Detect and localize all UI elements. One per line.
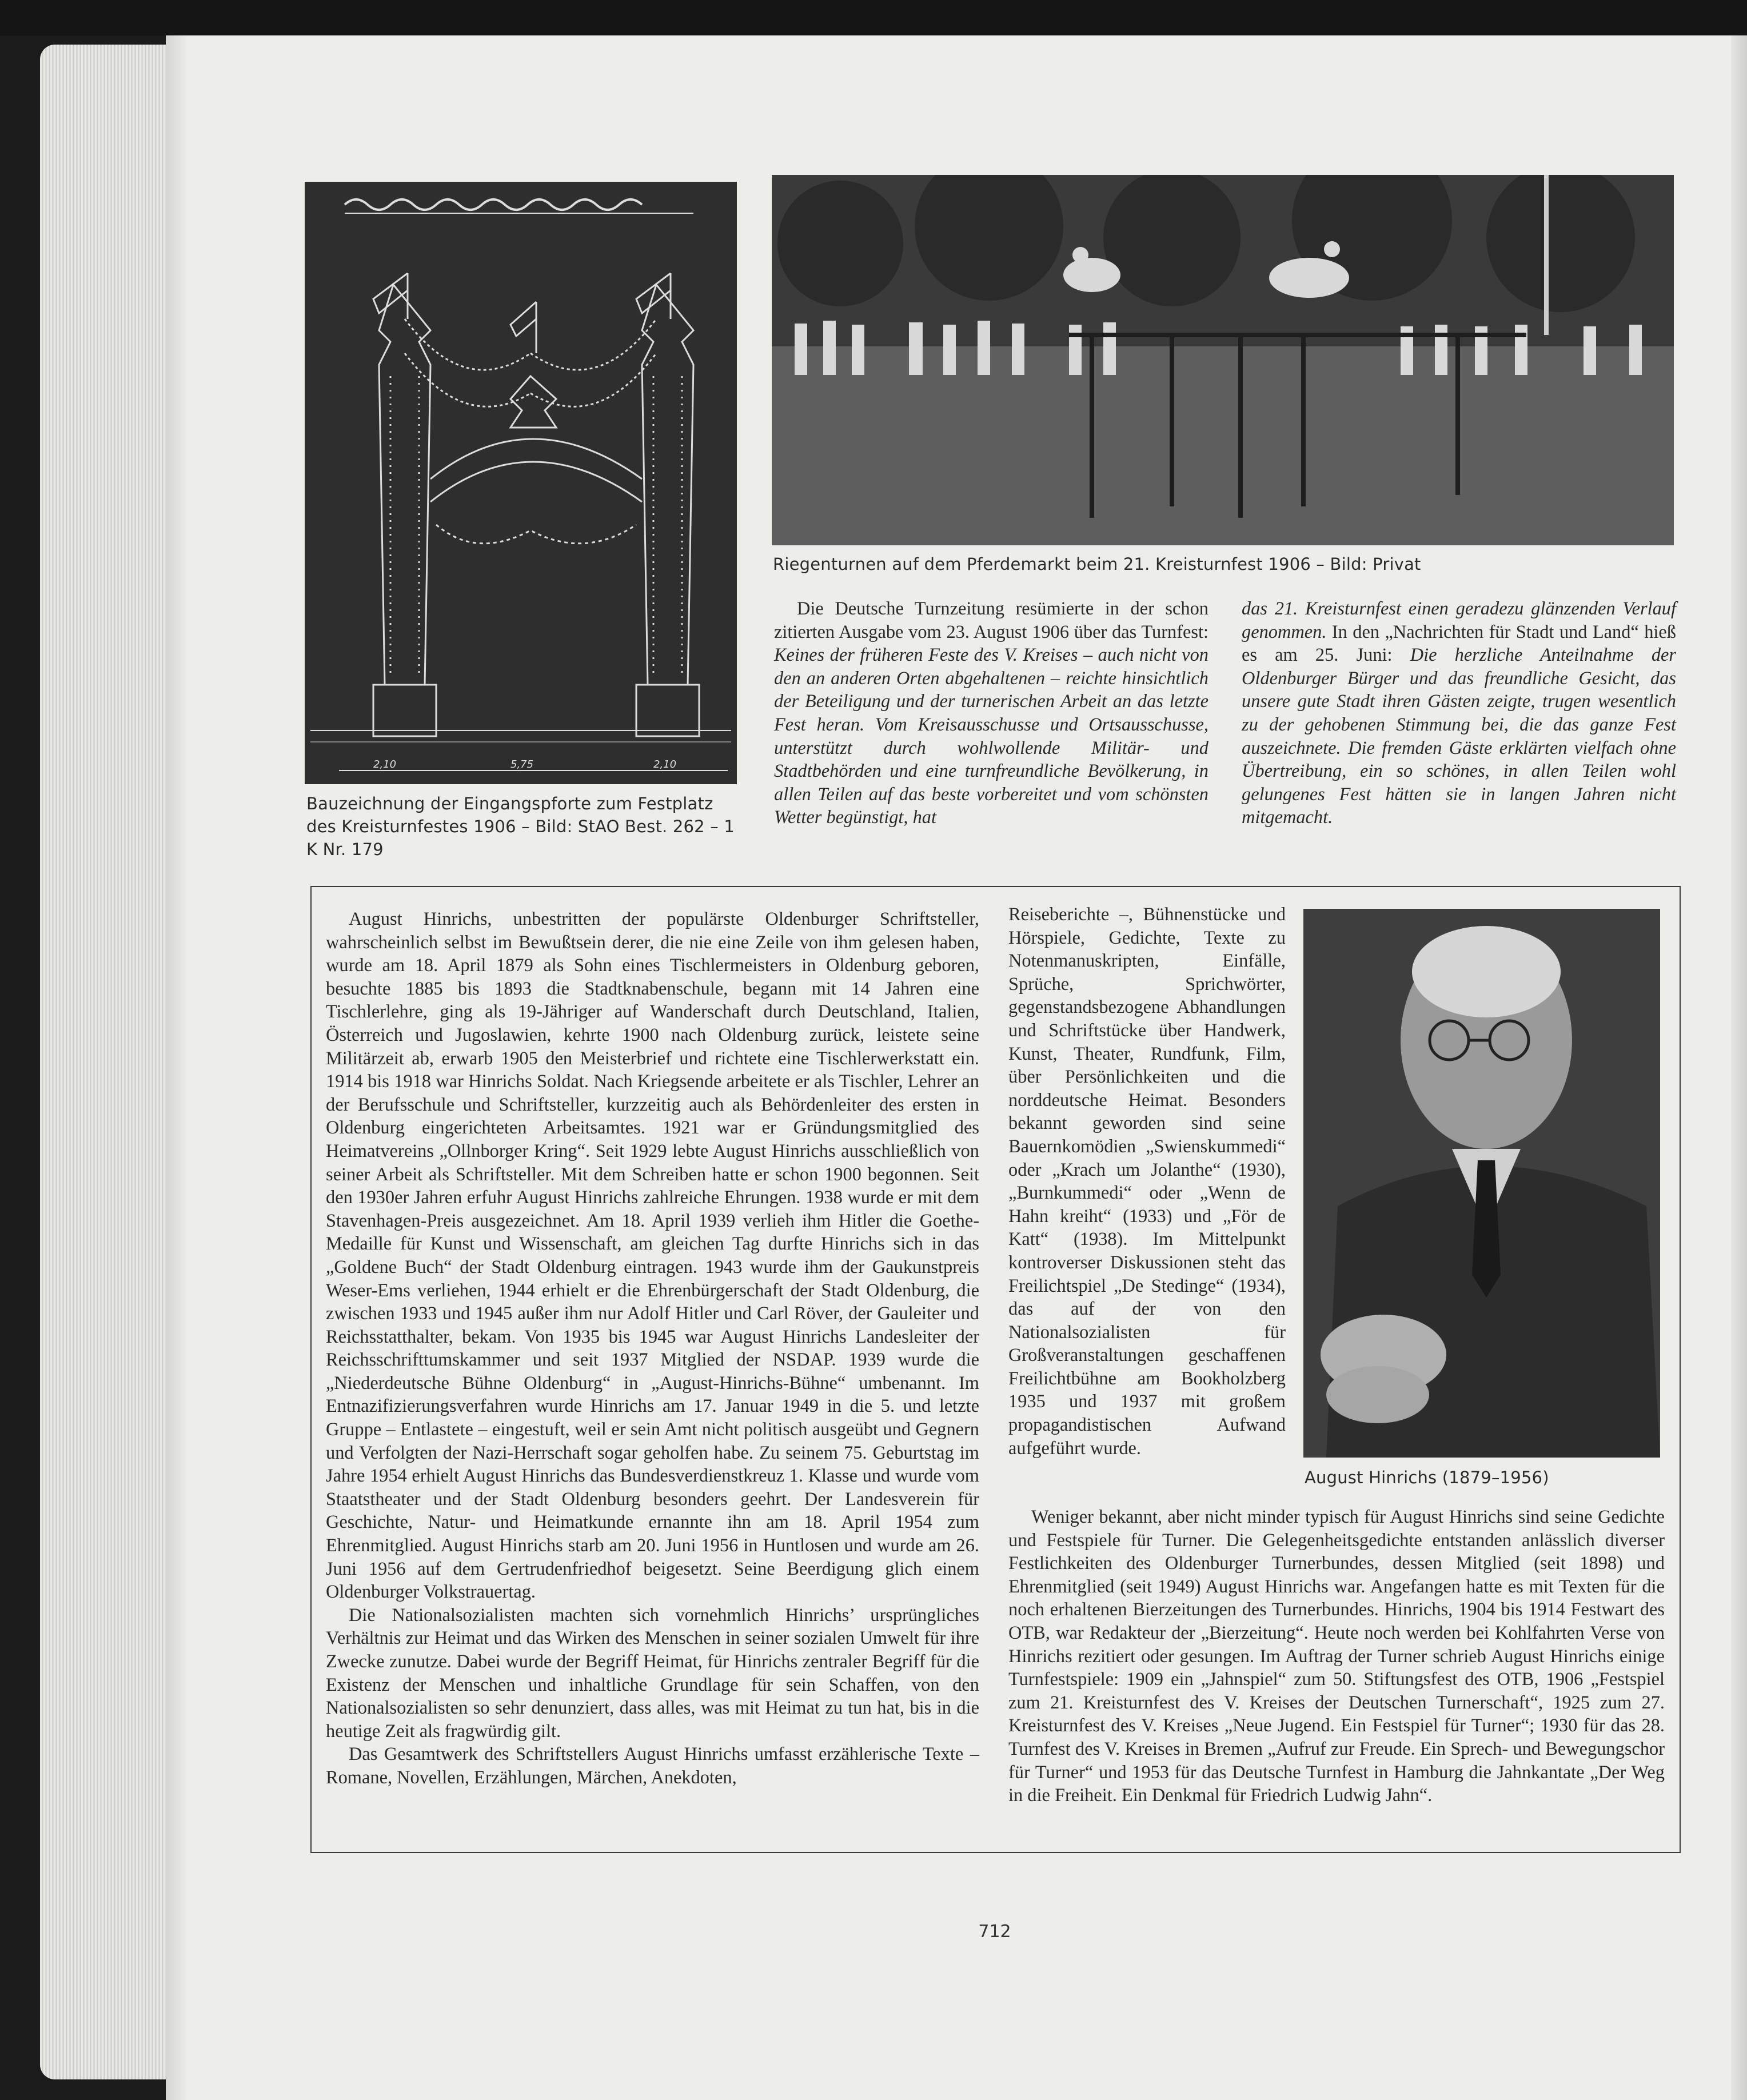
biography-right-column — [1008, 903, 1286, 1460]
portrait-image — [1303, 909, 1660, 1458]
biography-paragraph-2: Die Nationalsozialisten machten sich vornehmlich Hinrichs’ ursprüngliches Verhältnis zur Heimat und das Wirken des Menschen in seiner sozialen Umwelt für ihre Zwecke zunutze. Dabei wurde der Begriff Heimat, für Hinrichs zentraler Begriff für die Existenz der Menschen und inhaltliche Grundlage für sein Schaffen, von den Nationalsozialisten so sehr denunziert, dass alles, was mit Heimat zu tun hat, bis in die heutige Zeit als fragwürdig gilt. — [326, 1604, 979, 1742]
gate-drawing-photo — [305, 182, 737, 784]
book-page-edges — [40, 45, 171, 2079]
dimension-label-left: 2,10 — [373, 758, 397, 770]
biography-paragraph-1: August Hinrichs, unbestritten der populärste Oldenburger Schriftsteller, wahrscheinlich selbst im Bewußtsein derer, die nie eine Zeile von ihm gelesen haben, wurde am 18. April 1879 als Sohn eines Tischlermeisters in Oldenburg geboren, besuchte 1885 bis 1893 die Stadtknabenschule, begann mit 14 Jahren eine Tischlerlehre, ging als 19-Jähriger auf Wanderschaft durch Deutschland, Italien, Österreich und Jugoslawien, kehrte 1900 nach Oldenburg zurück, leistete seine Militärzeit ab, erwarb 1905 den Meisterbrief und richtete eine Tischlerwerkstatt ein. 1914 bis 1918 war Hinrichs Soldat. Nach Kriegsende arbeitete er als Tischler, Lehrer an der Berufsschule und Schriftsteller, kurzzeitig auch als Behördenleiter des ersten in Oldenburg eingerichteten Arbeitsamtes. 1921 war er Gründungsmitglied des Heimatvereins „Ollnborger Kring“. Seit 1929 lebte August Hinrichs ausschließlich von seiner Arbeit als Schriftsteller. Mit dem Schreiben hatte er schon 1900 begonnen. Seit den 1930er Jahren erfuhr August Hinrichs zahlreiche Ehrungen. 1938 wurde er mit dem Stavenhagen-Preis ausgezeichnet. Am 18. April 1939 verlieh ihm Hitler die Goethe-Medaille für Kunst und Wissenschaft, am gleichen Tag durfte Hinrichs sich in das „Goldene Buch“ der Stadt Oldenburg eintragen. 1943 wurde ihm der Gaukunstpreis Weser-Ems verliehen, 1944 erhielt er die Ehrenbürgerschaft der Stadt Oldenburg, die zwischen 1933 und 1945 außer ihm nur Adolf Hitler und Carl Röver, der Gauleiter und Reichsstatthalter, bekam. Von 1935 bis 1945 war August Hinrichs Landesleiter der Reichsschrifttumskammer und seit 1937 Mitglied der NSDAP. 1939 wurde die „Niederdeutsche Bühne Oldenburg“ in „August-Hinrichs-Bühne“ umbenannt. Im Entnazifizierungsverfahren wurde Hinrichs am 17. Januar 1949 in die 5. und letzte Gruppe – Entlastete – eingestuft, weil er sein Amt nicht politisch ausgeübt und Gegnern und Verfolgten der Nazi-Herrschaft sogar geholfen habe. Zu seinem 75. Geburtstag im Jahre 1954 erhielt August Hinrichs das Bundesverdienstkreuz 1. Klasse und wurde vom Staatstheater und der Stadt Oldenburg besonders geehrt. Der Landesverein für Geschichte, Natur- und Heimatkunde ernannte ihn am 18. April 1954 zum Ehrenmitglied. August Hinrichs starb am 20. Juni 1956 in Huntlosen und wurde am 26. Juni 1956 auf dem Gertrudenfriedhof beigesetzt. Seine Beerdigung glich einem Oldenburger Volkstrauertag. — [326, 909, 979, 1603]
gymnastics-photo — [772, 175, 1674, 545]
nachrichten-quote: Die herzliche Anteilnahme der Oldenburger Bürger und das freundliche Gesicht, das unsere gute Stadt ihren Gästen zeigte, trugen wesentlich zu der gehobenen Stimmung bei, die das ganze Fest auszeichnete. Die fremden Gäste erklärten vielfach ohne Übertreibung, ein so schönes, in allen Teilen wohl gelungenes Fest hätten sie in langen Jahren nicht mitgemacht. — [1242, 645, 1676, 828]
turnzeitung-text-column — [774, 597, 1208, 829]
facing-page-edge — [1731, 35, 1747, 2100]
turnzeitung-quote-continued: das 21. Kreisturnfest einen geradezu glänzenden Verlauf genommen. — [1242, 598, 1676, 642]
biography-left-column — [326, 908, 979, 1790]
works-list-paragraph: Reiseberichte –, Bühnenstücke und Hörspiele, Gedichte, Texte zu Notenmanuskripten, Einfälle, Sprüche, Sprichwörter, gegenstandsbezogene Abhandlungen und Schriftstücke über Handwerk, Kunst, Theater, Rundfunk, Film, über Persönlichkeiten und die norddeutsche Heimat. Besonders bekannt geworden sind seine Bauernkomödien „Swienskummedi“ oder „Krach um Jolanthe“ (1930), „Burnkummedi“ oder „Wenn de Hahn kreiht“ (1933) und „För de Katt“ (1938). Im Mittelpunkt kontroverser Diskussionen steht das Freilichtspiel „De Stedinge“ (1934), das auf der von den Nationalsozialisten für Großveranstaltungen geschaffenen Freilichtbühne am Bookholzberg 1935 und 1937 mit großem propagandistischen Aufwand aufgeführt wurde. — [1008, 904, 1286, 1459]
biography-bottom-column — [1008, 1506, 1665, 1807]
gate-drawing-illustration — [305, 182, 737, 784]
turnzeitung-intro: Die Deutsche Turnzeitung resümierte in der schon zitierten Ausgabe vom 23. August 1906 über das Turnfest: — [774, 598, 1208, 642]
nachrichten-text-column — [1242, 597, 1676, 829]
portrait-figure-caption: August Hinrichs (1879–1956) — [1305, 1468, 1549, 1487]
biography-paragraph-3: Das Gesamtwerk des Schriftstellers August Hinrichs umfasst erzählerische Texte – Romane, Novellen, Erzählungen, Märchen, Anekdoten, — [326, 1744, 979, 1788]
gate-figure-caption: Bauzeichnung der Eingangspforte zum Festplatz des Kreisturnfestes 1906 – Bild: StAO Best. 262 – 1 K Nr. 179 — [306, 794, 735, 859]
page-number: 712 — [978, 1922, 1011, 1942]
august-hinrichs-portrait — [1303, 909, 1660, 1458]
dimension-label-right: 2,10 — [653, 758, 677, 770]
nachrichten-intro: In den „Nachrichten für Stadt und Land“ hieß es am 25. Juni: — [1242, 621, 1676, 666]
gymnastics-scene — [772, 175, 1674, 545]
gymnastics-works-paragraph: Weniger bekannt, aber nicht minder typisch für August Hinrichs sind seine Gedichte und Festspiele für Turner. Die Gelegenheitsgedichte entstanden anlässlich diverser Festlichkeiten des Oldenburger Turnerbundes, dessen Mitglied (seit 1898) und Ehrenmitglied (seit 1949) August Hinrichs war. Angefangen hatte es mit Texten für die noch erhaltenen Bierzeitungen des Turnerbundes. Hinrichs, 1904 bis 1914 Festwart des OTB, war Redakteur der „Bierzeitung“. Heute noch werden bei Kohlfahrten Verse von Hinrichs rezitiert oder gesungen. Im Auftrag der Turner schrieb August Hinrichs einige Turnfestspiele: 1909 ein „Jahnspiel“ zum 50. Stiftungsfest des OTB, 1906 „Festspiel zum 21. Kreisturnfest des V. Kreises der Deutschen Turnerschaft“, 1925 zum 27. Kreisturnfest des V. Kreises „Neue Jugend. Ein Festspiel für Turner“; 1930 für das 28. Turnfest des V. Kreises in Bremen „Aufruf zur Freude. Ein Sprech- und Bewegungschor für Turner“ und 1953 für das Deutsche Turnfest in Hamburg die Jahnkantate „Der Weg in die Freiheit. Ein Denkmal für Friedrich Ludwig Jahn“. — [1008, 1507, 1665, 1806]
gutter-shadow — [166, 35, 189, 2100]
top-background — [0, 0, 1747, 35]
dimension-label-center: 5,75 — [510, 758, 534, 770]
turnzeitung-quote: Keines der früheren Feste des V. Kreises – auch nicht von den an anderen Orten abgehaltenen – reichte hinsichtlich der Beteiligung und der turnerischen Arbeit an das letzte Fest heran. Vom Kreisausschusse und Ortsausschusse, unterstützt durch wohlwollende Militär- und Stadtbehörden und eine turnfreundliche Bevölkerung, in allen Teilen auf das beste vorbereitet und vom schönsten Wetter begünstigt, hat — [774, 645, 1208, 828]
gymnastics-figure-caption: Riegenturnen auf dem Pferdemarkt beim 21. Kreisturnfest 1906 – Bild: Privat — [773, 554, 1421, 574]
